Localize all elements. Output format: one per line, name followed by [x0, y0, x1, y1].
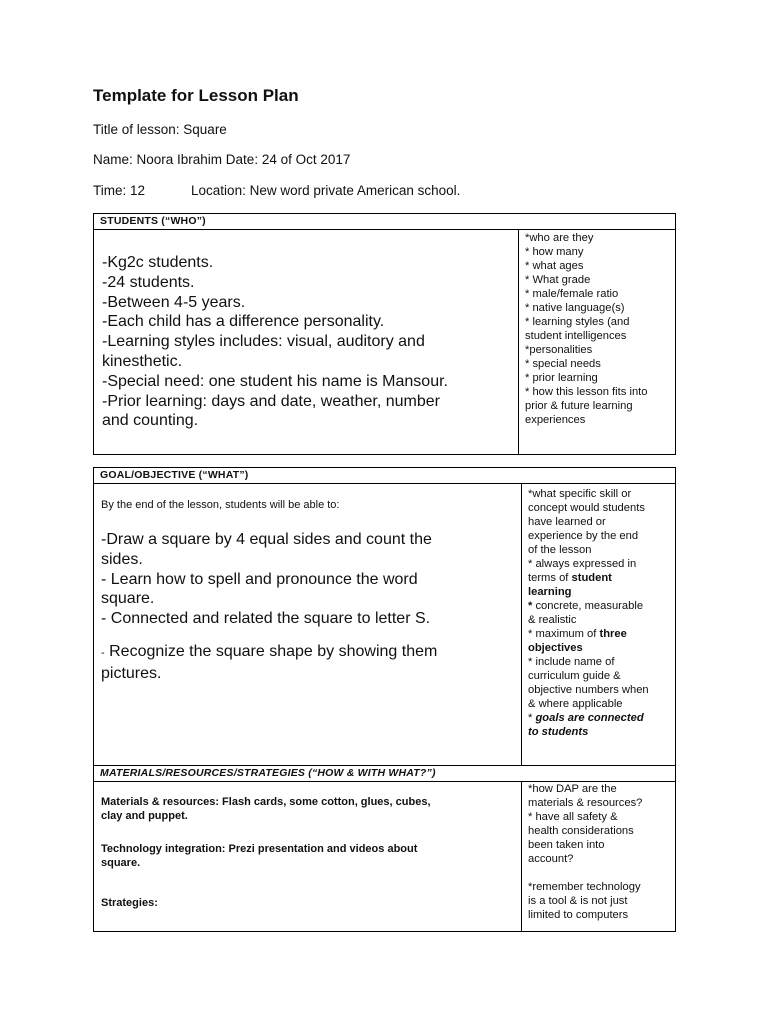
students-section: [93, 213, 676, 455]
students-hints: [518, 230, 675, 455]
goal-hint: *what specific skill or: [528, 488, 632, 500]
goal-hint: of the lesson: [528, 544, 592, 556]
goal-hint: have learned or: [528, 516, 606, 528]
students-line: -Prior learning: days and date, weather, number: [102, 392, 440, 410]
goal-hint: [528, 599, 675, 613]
students-header: STUDENTS (“WHO”): [94, 214, 675, 230]
goal-hint: objectives: [528, 642, 583, 654]
materials-hint: *how DAP are the: [528, 783, 617, 795]
materials-hint: materials & resources?: [528, 797, 643, 809]
goal-hint-emphasis: goals are connected: [535, 712, 644, 724]
goal-hint: learning: [528, 586, 572, 598]
goal-hint-part: terms of: [528, 572, 572, 584]
name-date-line: Name: Noora Ibrahim Date: 24 of Oct 2017: [93, 152, 351, 167]
goal-hint: curriculum guide &: [528, 670, 621, 682]
goal-details: [94, 484, 521, 766]
time-location-line: [93, 183, 460, 198]
goal-hint: & realistic: [528, 614, 577, 626]
goal-hint: objective numbers when: [528, 684, 649, 696]
goal-hint-emphasis: student: [571, 572, 612, 584]
goal-hint-emphasis: three: [599, 628, 627, 640]
students-hint: *personalities: [525, 344, 593, 356]
goal-line: - Learn how to spell and pronounce the word: [101, 570, 418, 588]
goal-line: -Draw a square by 4 equal sides and count the: [101, 531, 432, 548]
students-hint: * what ages: [525, 260, 584, 272]
lesson-title-line: Title of lesson: Square: [93, 122, 227, 137]
goal-hint: [528, 571, 675, 585]
goal-hint: [528, 711, 675, 725]
goal-header: GOAL/OBJECTIVE (“WHAT”): [94, 468, 675, 484]
goal-hint: [528, 627, 675, 641]
goal-section: [93, 467, 676, 765]
goal-hint: * include name of: [528, 656, 615, 668]
goal-hint: * always expressed in: [528, 558, 637, 570]
students-line: and counting.: [102, 412, 199, 430]
technology-integration-text: Technology integration: Prezi presentation and videos about: [101, 843, 418, 855]
students-line: -Each child has a difference personality.: [102, 313, 385, 331]
students-hint: * prior learning: [525, 372, 598, 384]
materials-body: [94, 782, 675, 932]
goal-hint-part: *: [528, 712, 536, 724]
students-hint: * learning styles (and: [525, 316, 630, 328]
students-hint: * how this lesson fits into: [525, 386, 648, 398]
students-line: -Between 4-5 years.: [102, 293, 246, 311]
students-line: kinesthetic.: [102, 352, 183, 370]
students-hint: * special needs: [525, 358, 601, 370]
materials-hint: *remember technology: [528, 881, 641, 893]
students-hint: * native language(s): [525, 302, 625, 314]
goal-line: [101, 642, 521, 664]
goal-hint-part: * maximum of: [528, 628, 600, 640]
materials-hint: health considerations: [528, 825, 634, 837]
strategies-label: Strategies:: [101, 897, 158, 909]
goal-line: pictures.: [101, 664, 162, 682]
materials-hint: is a tool & is not just: [528, 895, 628, 907]
goal-bullet-dash: -: [101, 646, 105, 659]
materials-resources-text: clay and puppet.: [101, 810, 188, 822]
students-body: [94, 230, 675, 455]
materials-details: [94, 782, 521, 932]
students-hint: * how many: [525, 246, 584, 258]
students-details: [94, 230, 518, 455]
materials-hint: been taken into: [528, 839, 605, 851]
goal-intro: By the end of the lesson, students will be able to:: [101, 499, 340, 511]
students-hint: * What grade: [525, 274, 591, 286]
goal-hint-part: concrete, measurable: [532, 600, 644, 612]
goal-line: sides.: [101, 550, 143, 568]
goal-line: - Connected and related the square to letter S.: [101, 610, 431, 628]
materials-hint: limited to computers: [528, 909, 629, 921]
students-hint: prior & future learning: [525, 400, 633, 412]
materials-resources-text: Materials & resources: Flash cards, some cotton, glues, cubes,: [101, 796, 431, 808]
goal-hint: concept would students: [528, 502, 645, 514]
goal-hint: & where applicable: [528, 698, 623, 710]
time-text: Time: 12: [93, 183, 146, 198]
materials-header: MATERIALS/RESOURCES/STRATEGIES (“HOW & WITH WHAT?”): [94, 766, 675, 782]
students-line: -Kg2c students.: [102, 254, 214, 271]
goal-hint: experience by the end: [528, 530, 639, 542]
students-line: -24 students.: [102, 273, 195, 291]
goal-body: [94, 484, 675, 766]
page-title: Template for Lesson Plan: [93, 86, 299, 105]
students-line: -Learning styles includes: visual, auditory and: [102, 333, 425, 351]
students-line: -Special need: one student his name is Mansour.: [102, 372, 448, 390]
students-hint: * male/female ratio: [525, 288, 619, 300]
goal-line: square.: [101, 590, 155, 608]
students-hint: *who are they: [525, 232, 594, 244]
materials-section: [93, 765, 676, 932]
location-text: Location: New word private American school.: [191, 183, 461, 198]
goal-hints: [521, 484, 675, 766]
students-hint: experiences: [525, 414, 586, 426]
students-hint: student intelligences: [525, 330, 627, 342]
materials-hint: * have all safety &: [528, 811, 618, 823]
materials-hint: account?: [528, 853, 574, 865]
goal-hint: to students: [528, 726, 589, 738]
goal-hint-emphasis: *: [528, 600, 533, 612]
technology-integration-text: square.: [101, 857, 141, 869]
goal-last-text: Recognize the square shape by showing them: [104, 642, 438, 660]
materials-hints: [521, 782, 675, 932]
